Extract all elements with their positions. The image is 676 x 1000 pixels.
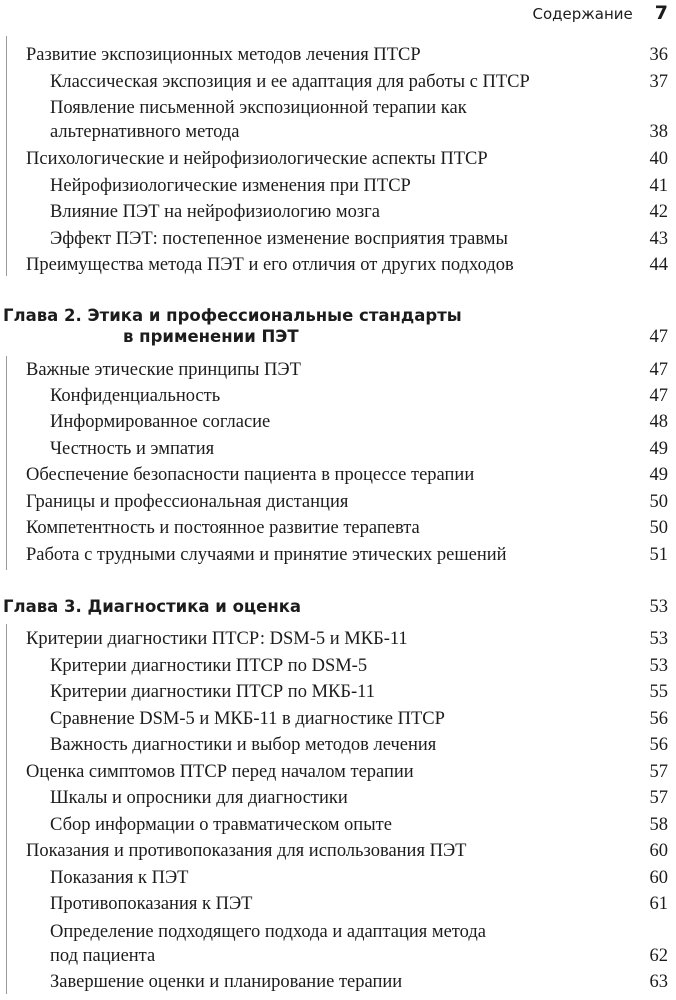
toc-entry-title: Критерии диагностики ПТСР по МКБ-11 <box>50 682 375 702</box>
toc-entry-title: Определение подходящего подхода и адаптация метода <box>50 922 486 942</box>
toc-entry-page: 56 <box>649 709 668 729</box>
toc-entry-page: 56 <box>649 735 668 755</box>
toc-entry-title: Честность и эмпатия <box>50 439 215 459</box>
toc-entry-title: Критерии диагностики ПТСР: DSM-5 и МКБ-11 <box>26 629 408 649</box>
toc-entry-title: Критерии диагностики ПТСР по DSM-5 <box>50 656 368 676</box>
toc-entry-title: Сравнение DSM-5 и МКБ-11 в диагностике ПТСР <box>50 709 445 729</box>
toc-entry-page: 44 <box>649 255 668 275</box>
toc-entry-page: 53 <box>649 629 668 649</box>
running-head-title: Содержание <box>532 5 633 23</box>
toc-entry-title-continued: под пациента <box>50 946 156 966</box>
toc-entry-title: Завершение оценки и планирование терапии <box>50 972 403 992</box>
toc-chapter-2[interactable] <box>0 304 676 352</box>
running-head <box>533 2 669 24</box>
toc-entry-title: Эффект ПЭТ: постепенное изменение восприятия травмы <box>50 229 508 249</box>
toc-entry-page: 60 <box>649 841 668 861</box>
page-number: 7 <box>654 2 668 24</box>
toc-entry-page: 63 <box>649 972 668 992</box>
toc-entry-title: Влияние ПЭТ на нейрофизиологию мозга <box>50 202 380 222</box>
toc-entry-title: Обеспечение безопасности пациента в процессе терапии <box>26 465 475 485</box>
chapter-page: 53 <box>649 597 668 617</box>
toc-entry-title: Информированное согласие <box>50 412 271 432</box>
toc-entry-title: Психологические и нейрофизиологические аспекты ПТСР <box>26 149 488 169</box>
toc-entry-page: 41 <box>649 176 668 196</box>
toc-entry-title: Показания и противопоказания для использования ПЭТ <box>26 841 467 861</box>
toc-entry-page: 40 <box>649 149 668 169</box>
toc-entry-title: Сбор информации о травматическом опыте <box>50 815 392 835</box>
toc-entry-page: 51 <box>649 545 668 565</box>
toc-entry-page: 53 <box>649 656 668 676</box>
section-rule <box>6 36 7 276</box>
toc-entry-page: 47 <box>649 386 668 406</box>
toc-entry-page: 49 <box>649 439 668 459</box>
toc-entry-title: Классическая экспозиция и ее адаптация для работы с ПТСР <box>50 72 530 92</box>
toc-entry-title: Границы и профессиональная дистанция <box>26 492 349 512</box>
chapter-page: 47 <box>649 327 668 347</box>
toc-entry-title: Нейрофизиологические изменения при ПТСР <box>50 176 411 196</box>
toc-entry-page: 57 <box>649 762 668 782</box>
toc-entry-page: 57 <box>649 788 668 808</box>
toc-entry-title: Оценка симптомов ПТСР перед началом терапии <box>26 762 414 782</box>
toc-entry-page: 61 <box>649 894 668 914</box>
toc-entry-title: Показания к ПЭТ <box>50 868 189 888</box>
toc-entry-title: Появление письменной экспозиционной терапии как <box>50 98 467 118</box>
toc-entry-page: 60 <box>649 868 668 888</box>
toc-entry-title: Компетентность и постоянное развитие терапевта <box>26 518 420 538</box>
toc-entry-page: 58 <box>649 815 668 835</box>
toc-entry-page: 55 <box>649 682 668 702</box>
toc-entry-page: 47 <box>649 360 668 380</box>
toc-entry-title: Важные этические принципы ПЭТ <box>26 360 301 380</box>
toc-entry-page: 62 <box>649 946 668 966</box>
toc-entry-page: 42 <box>649 202 668 222</box>
toc-subentry[interactable] <box>0 920 676 968</box>
toc-entry-title: Преимущества метода ПЭТ и его отличия от других подходов <box>26 255 514 275</box>
toc-entry-page: 49 <box>649 465 668 485</box>
chapter-title: Глава 3. Диагностика и оценка <box>3 597 302 616</box>
toc-entry-page: 37 <box>649 72 668 92</box>
toc-entry-page: 48 <box>649 412 668 432</box>
toc-entry-title: Работа с трудными случаями и принятие этических решений <box>26 545 507 565</box>
toc-entry-page: 50 <box>649 518 668 538</box>
chapter-title: Глава 2. Этика и профессиональные стандарты <box>3 306 462 325</box>
toc-entry-title: Развитие экспозиционных методов лечения ПТСР <box>26 45 421 65</box>
toc-entry-title: Важность диагностики и выбор методов лечения <box>50 735 437 755</box>
toc-entry-title: Конфиденциальность <box>50 386 221 406</box>
toc-entry-title: Шкалы и опросники для диагностики <box>50 788 348 808</box>
toc-entry-page: 36 <box>649 45 668 65</box>
toc-entry-page: 38 <box>649 122 668 142</box>
toc-entry-page: 43 <box>649 229 668 249</box>
toc-entry-title: Противопоказания к ПЭТ <box>50 894 253 914</box>
toc-subentry[interactable] <box>0 96 676 144</box>
toc-entry-title-continued: альтернативного метода <box>50 122 240 142</box>
toc-entry-page: 50 <box>649 492 668 512</box>
chapter-title-continued: в применении ПЭТ <box>123 327 299 346</box>
section-rule <box>6 356 7 570</box>
